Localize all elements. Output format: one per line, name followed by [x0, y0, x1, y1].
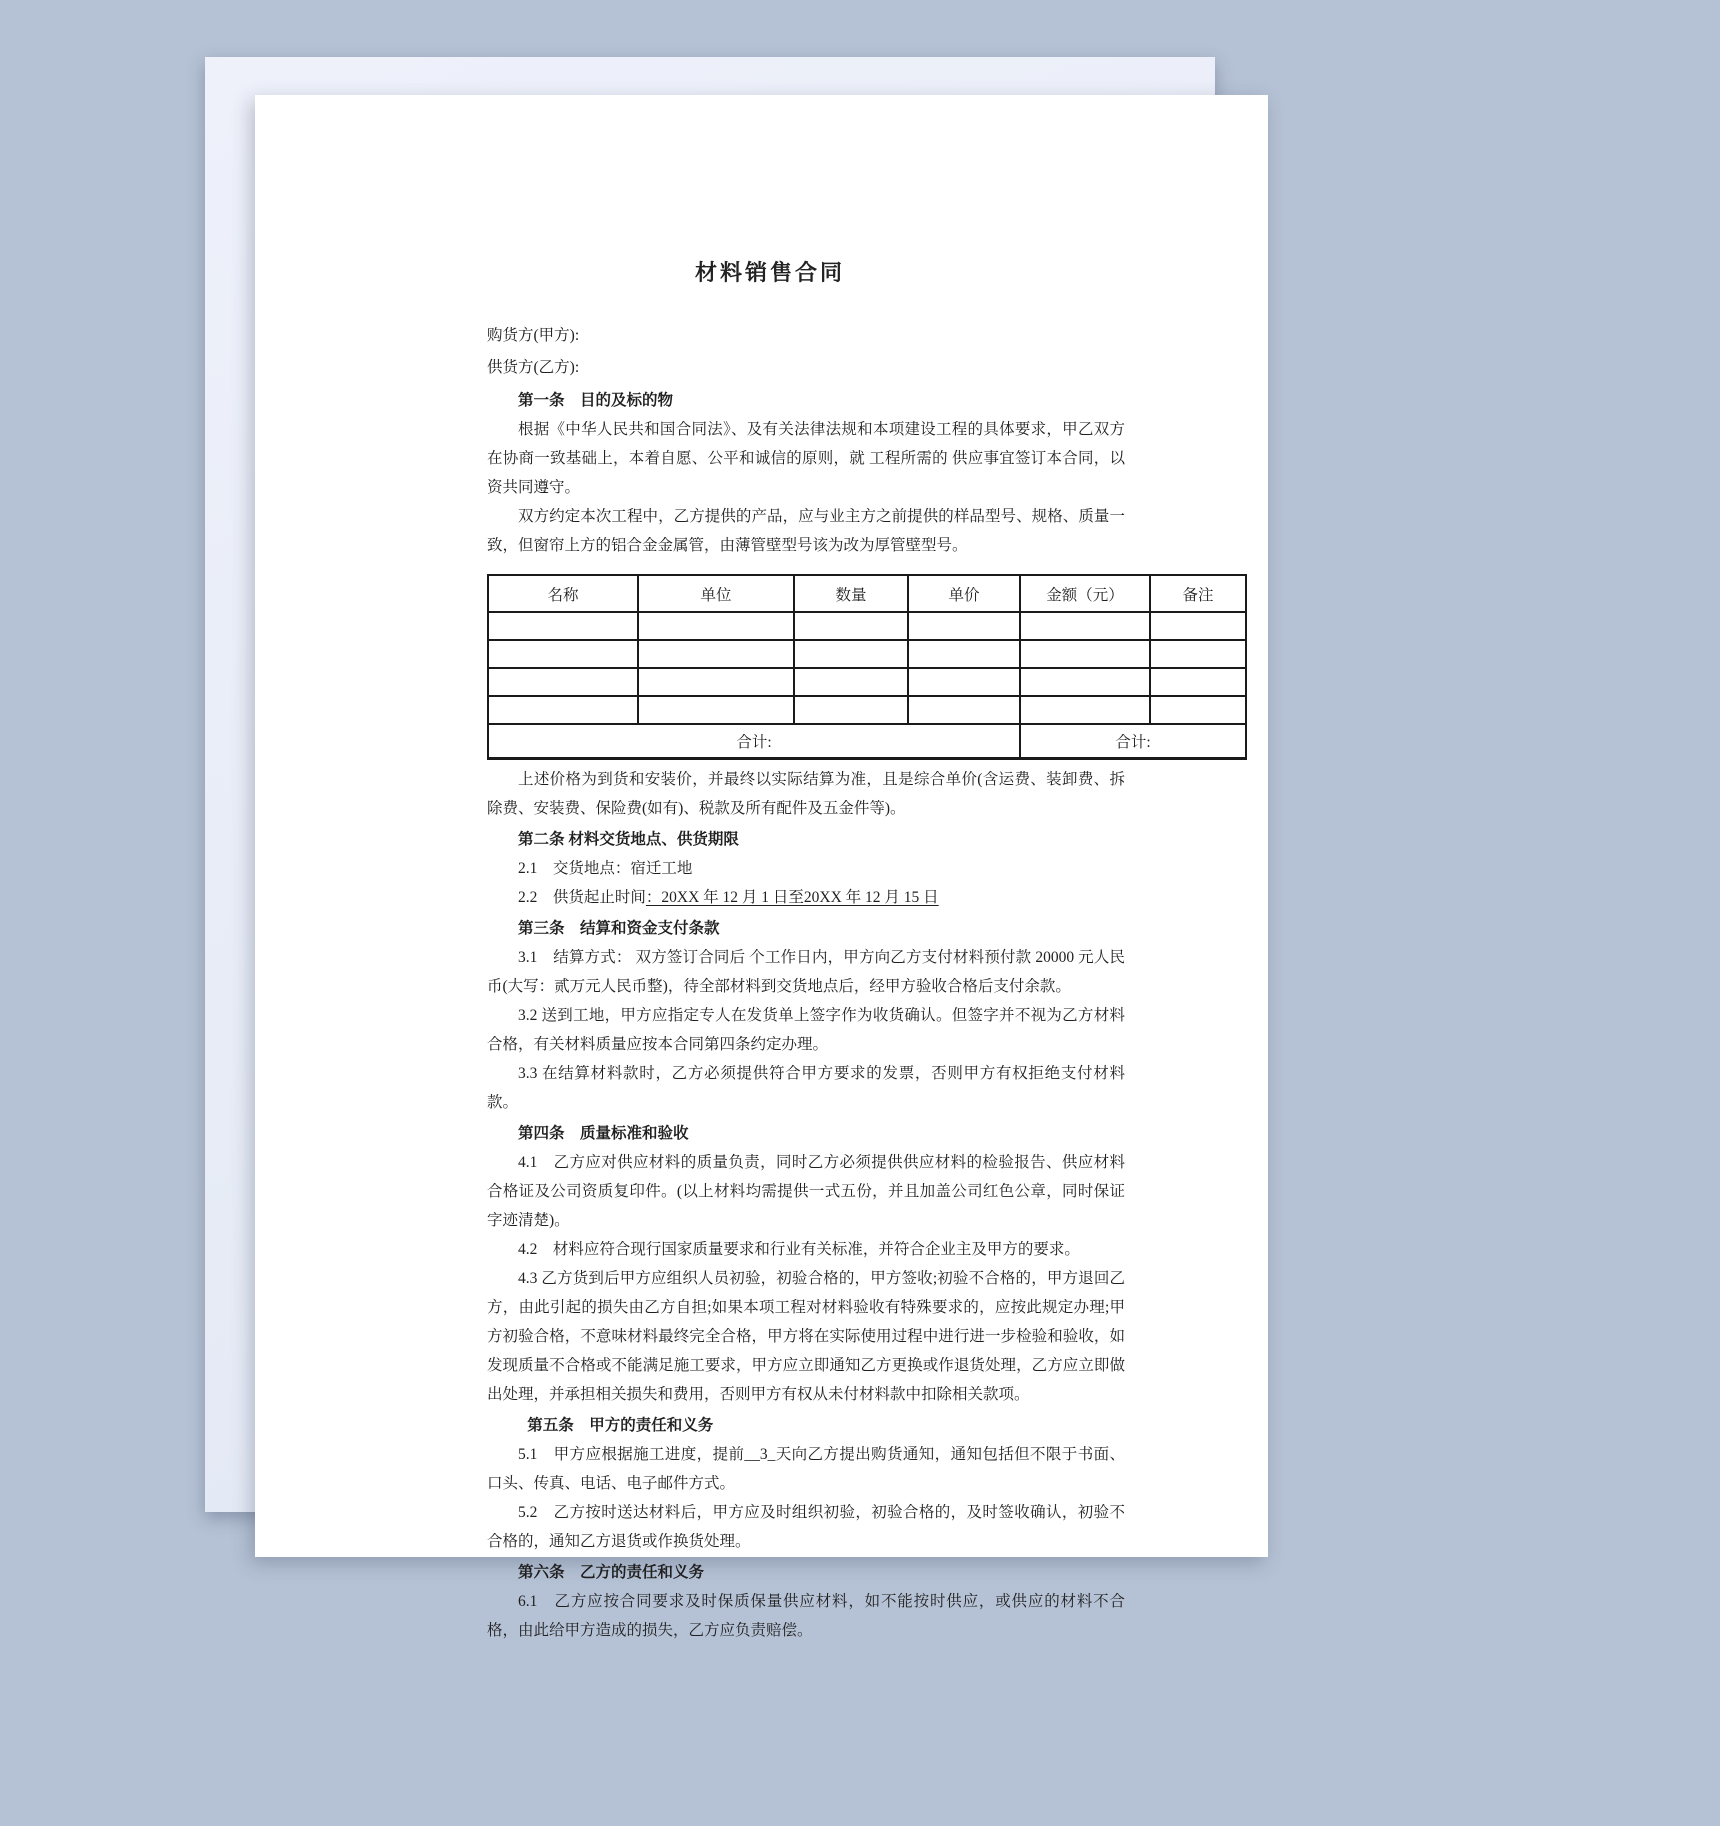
table-empty-cell [794, 640, 908, 668]
section-6-heading: 第六条 乙方的责任和义务 [518, 1563, 705, 1581]
clause-4-1: 4.1 乙方应对供应材料的质量负责，同时乙方必须提供供应材料的检验报告、供应材料合格证及公司资质复印件。(以上材料均需提供一式五份，并且加盖公司红色公章，同时保证字迹清楚)。 [487, 1153, 1125, 1229]
contract-page [255, 95, 1268, 1639]
supply-period-value: ：20XX 年 12 月 1 日至20XX 年 12 月 15 日 [645, 888, 939, 906]
clause-4-3: 4.3 乙方货到后甲方应组织人员初验，初验合格的，甲方签收;初验不合格的，甲方退回乙方，由此引起的损失由乙方自担;如果本项工程对材料验收有特殊要求的，应按此规定办理;甲方初验合格，不意味材料最终完全合格，甲方将在实际使用过程中进行进一步检验和验收，如发现质量不合格或不能满足施工要求，甲方应立即通知乙方更换或作退货处理，乙方应立即做出处理，并承担相关损失和费用，否则甲方有权从未付材料款中扣除相关款项。 [487, 1269, 1125, 1403]
column-header-quantity: 数量 [794, 575, 908, 612]
clause-3-1: 3.1 结算方式： 双方签订合同后 个工作日内，甲方向乙方支付材料预付款 20000 元人民币(大写：贰万元人民币整)，待全部材料到交货地点后，经甲方验收合格后支付余款。 [487, 948, 1125, 995]
table-empty-cell [638, 668, 794, 696]
column-header-name: 名称 [488, 575, 638, 612]
table-empty-row [488, 640, 1246, 668]
table-empty-row [488, 668, 1246, 696]
delivery-location-line: 2.1 交货地点：宿迁工地 [518, 859, 693, 877]
table-empty-cell [908, 640, 1020, 668]
table-empty-cell [1150, 612, 1246, 640]
table-empty-row [488, 612, 1246, 640]
table-empty-cell [794, 612, 908, 640]
table-empty-row [488, 696, 1246, 724]
contract-title: 材料销售合同 [694, 260, 845, 285]
materials-table [487, 574, 1247, 760]
table-empty-cell [794, 668, 908, 696]
table-empty-cell [638, 696, 794, 724]
table-empty-cell [1150, 696, 1246, 724]
table-empty-cell [1020, 640, 1150, 668]
table-empty-cell [488, 696, 638, 724]
table-empty-cell [794, 696, 908, 724]
column-header-amount: 金额（元） [1020, 575, 1150, 612]
column-header-unit-price: 单价 [908, 575, 1020, 612]
section-1-paragraph-2: 双方约定本次工程中，乙方提供的产品，应与业主方之前提供的样品型号、规格、质量一致，但窗帘上方的铝合金金属管，由薄管壁型号该为改为厚管壁型号。 [487, 508, 1125, 554]
clause-6-1: 6.1 乙方应按合同要求及时保质保量供应材料，如不能按时供应，或供应的材料不合格，由此给甲方造成的损失，乙方应负责赔偿。 [487, 1592, 1125, 1639]
table-empty-cell [908, 612, 1020, 640]
section-1-paragraph-3: 上述价格为到货和安装价，并最终以实际结算为准，且是综合单价(含运费、装卸费、拆除费、安装费、保险费(如有)、税款及所有配件及五金件等)。 [487, 770, 1125, 817]
section-5-heading: 第五条 甲方的责任和义务 [527, 1416, 714, 1434]
table-empty-cell [488, 640, 638, 668]
supply-period-line [487, 883, 1125, 912]
contract-content [487, 256, 1214, 1645]
table-empty-cell [1020, 668, 1150, 696]
section-1-heading: 第一条 目的及标的物 [518, 392, 674, 409]
total-label-left: 合计: [488, 724, 1020, 758]
table-empty-cell [908, 696, 1020, 724]
column-header-unit: 单位 [638, 575, 794, 612]
column-header-remark: 备注 [1150, 575, 1246, 612]
supplier-party-line: 供货方(乙方): [487, 359, 580, 376]
clause-5-1: 5.1 甲方应根据施工进度，提前__3_天向乙方提出购货通知，通知包括但不限于书面、口头、传真、电话、电子邮件方式。 [487, 1445, 1125, 1492]
table-empty-cell [488, 612, 638, 640]
total-label-right: 合计: [1020, 724, 1246, 758]
table-empty-cell [1020, 696, 1150, 724]
table-empty-cell [488, 668, 638, 696]
table-empty-cell [1150, 640, 1246, 668]
section-4-heading: 第四条 质量标准和验收 [518, 1124, 689, 1142]
table-total-row [488, 724, 1246, 758]
supply-period-label: 2.2 供货起止时间 [518, 888, 646, 906]
clause-4-2: 4.2 材料应符合现行国家质量要求和行业有关标准，并符合企业主及甲方的要求。 [518, 1240, 1080, 1258]
table-empty-cell [638, 612, 794, 640]
table-empty-cell [908, 668, 1020, 696]
clause-3-3: 3.3 在结算材料款时，乙方必须提供符合甲方要求的发票，否则甲方有权拒绝支付材料款。 [487, 1064, 1125, 1111]
section-2-heading: 第二条 材料交货地点、供货期限 [518, 830, 739, 848]
section-3-heading: 第三条 结算和资金支付条款 [518, 919, 720, 937]
clause-5-2: 5.2 乙方按时送达材料后，甲方应及时组织初验，初验合格的，及时签收确认，初验不合格的，通知乙方退货或作换货处理。 [487, 1503, 1125, 1550]
table-header-row [488, 575, 1246, 612]
table-empty-cell [1020, 612, 1150, 640]
buyer-party-line: 购货方(甲方): [487, 327, 580, 344]
section-1-paragraph-1: 根据《中华人民共和国合同法》、及有关法律法规和本项建设工程的具体要求，甲乙双方在协商一致基础上，本着自愿、公平和诚信的原则，就 工程所需的 供应事宜签订本合同，以资共同遵守。 [487, 421, 1125, 496]
table-empty-cell [1150, 668, 1246, 696]
table-empty-cell [638, 640, 794, 668]
clause-3-2: 3.2 送到工地，甲方应指定专人在发货单上签字作为收货确认。但签字并不视为乙方材料合格，有关材料质量应按本合同第四条约定办理。 [487, 1006, 1125, 1053]
